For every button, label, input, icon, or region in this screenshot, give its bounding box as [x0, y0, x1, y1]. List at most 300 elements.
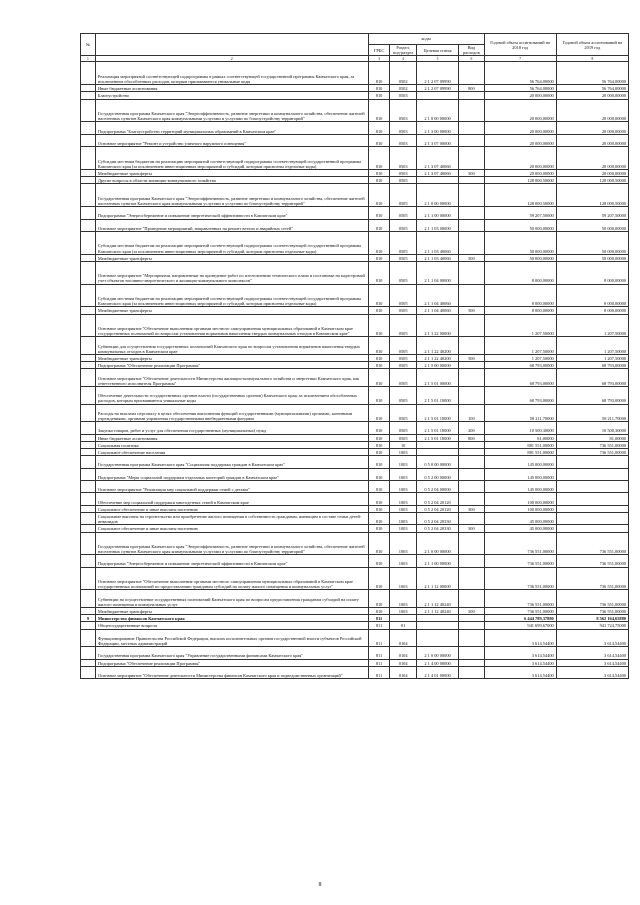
row-razdel: 01	[390, 622, 416, 629]
row-target: 2 1 1 00 00000	[416, 555, 458, 567]
table-row	[81, 608, 629, 615]
row-vid	[459, 666, 484, 678]
budget-table	[80, 33, 629, 679]
table-row	[81, 615, 629, 622]
row-razdel: 1003	[390, 480, 416, 492]
row-vid	[459, 647, 484, 659]
row-amount-2018: 50 000,00000	[484, 231, 556, 254]
table-row	[81, 590, 629, 608]
table-row	[81, 134, 629, 146]
row-number: 9	[81, 615, 96, 622]
row-vid: 800	[459, 434, 484, 441]
row-number	[81, 207, 96, 219]
row-grbs: 810	[368, 387, 390, 405]
row-name: Подпрограмма "Энергосбережение и повышение энергетической эффективности в Камчатском крае"	[95, 555, 368, 567]
row-vid	[459, 284, 484, 307]
row-target: 2 1 1 12 40240	[416, 608, 458, 615]
row-number	[81, 219, 96, 231]
row-vid	[459, 92, 484, 99]
row-number	[81, 567, 96, 590]
row-grbs: 810	[368, 284, 390, 307]
row-number	[81, 231, 96, 254]
row-vid	[459, 369, 484, 387]
row-name: Основное мероприятие "Ремонт и устройство уличного наружного освещения"	[95, 134, 368, 146]
row-amount-2019: 736 551,00000	[556, 448, 628, 455]
row-razdel: 1003	[390, 512, 416, 524]
table-row	[81, 659, 629, 666]
row-amount-2018: 45 000,00000	[484, 525, 556, 532]
row-vid	[459, 622, 484, 629]
row-amount-2018: 8 000,00000	[484, 307, 556, 314]
row-amount-2019	[556, 480, 628, 492]
row-vid: 200	[459, 422, 484, 434]
row-amount-2019: 20 000,00000	[556, 147, 628, 170]
row-amount-2019: 736 551,00000	[556, 555, 628, 567]
row-amount-2019: 128 000,50000	[556, 184, 628, 207]
row-vid	[459, 62, 484, 85]
row-amount-2019: 56 764,00000	[556, 85, 628, 92]
row-razdel: 10	[390, 441, 416, 448]
row-number	[81, 62, 96, 85]
row-amount-2019: 128 000,50000	[556, 177, 628, 184]
row-target	[416, 615, 458, 622]
row-razdel: 0104	[390, 647, 416, 659]
table-row	[81, 169, 629, 176]
row-number	[81, 147, 96, 170]
row-vid: 300	[459, 505, 484, 512]
row-vid	[459, 512, 484, 524]
row-amount-2018: 59 207,50000	[484, 207, 556, 219]
column-index-cell: 1	[81, 56, 96, 62]
table-row	[81, 337, 629, 355]
row-razdel: 1003	[390, 468, 416, 480]
row-razdel: 0503	[390, 122, 416, 134]
row-amount-2019: 50 000,00000	[556, 254, 628, 261]
row-amount-2019: 50 000,00000	[556, 231, 628, 254]
header-2019: Годовой объем ассигнований на 2019 год	[556, 34, 628, 56]
row-grbs: 810	[368, 590, 390, 608]
row-amount-2018: 881 551,00000	[484, 441, 556, 448]
row-amount-2019: 1 207,50000	[556, 355, 628, 362]
row-name: Иные бюджетные ассигнования	[95, 434, 368, 441]
row-name: Подпрограмма "Обеспечение реализации Программы"	[95, 659, 368, 666]
row-amount-2018: 8 000,00000	[484, 261, 556, 284]
row-grbs: 810	[368, 207, 390, 219]
row-amount-2018: 736 551,00000	[484, 608, 556, 615]
row-target: 2 1 0 00 00000	[416, 99, 458, 122]
row-razdel: 0104	[390, 659, 416, 666]
row-grbs: 810	[368, 555, 390, 567]
table-row	[81, 307, 629, 314]
row-razdel: 1003	[390, 493, 416, 505]
row-target: 2 1 5 01 10000	[416, 434, 458, 441]
row-razdel: 1003	[390, 448, 416, 455]
row-name: Министерство финансов Камчатского края	[95, 615, 368, 622]
row-grbs: 810	[368, 184, 390, 207]
header-codes-group: коды	[368, 34, 484, 45]
header-razdel: Раздел, под-раздел	[390, 45, 416, 56]
row-razdel: 0503	[390, 92, 416, 99]
row-target: 0 5 2 00 00000	[416, 468, 458, 480]
row-amount-2019: 20 000,00000	[556, 169, 628, 176]
row-target: 0 5 2 04 20120	[416, 505, 458, 512]
row-number	[81, 387, 96, 405]
row-amount-2018: 3 614,54400	[484, 629, 556, 647]
row-grbs: 811	[368, 666, 390, 678]
table-row	[81, 629, 629, 647]
row-amount-2018: 736 551,00000	[484, 590, 556, 608]
row-target: 2 1 4 00 00000	[416, 659, 458, 666]
row-number	[81, 369, 96, 387]
row-razdel: 0502	[390, 62, 416, 85]
row-grbs: 810	[368, 62, 390, 85]
row-number	[81, 647, 96, 659]
table-row	[81, 493, 629, 505]
table-row	[81, 355, 629, 362]
row-number	[81, 422, 96, 434]
column-index-cell: 4	[390, 56, 416, 62]
row-amount-2018: 56 764,00000	[484, 85, 556, 92]
row-razdel: 0505	[390, 261, 416, 284]
row-amount-2019: 736 551,00000	[556, 590, 628, 608]
row-name: Субсидии местным бюджетам на реализацию мероприятий соответствующей подпрограммы соответствующей государственной программы Камчатского края (за исключением инвестиционных мероприятий и субсидий, которым присвоены отдельные коды)	[95, 284, 368, 307]
row-razdel: 0505	[390, 284, 416, 307]
row-razdel: 1003	[390, 456, 416, 468]
row-name: Основное мероприятие "Обеспечение деятельности Министерства жилищно-коммунального хозяйства и энергетики Камчатского края, как ответственного исполнителя Программы"	[95, 369, 368, 387]
row-target: 2 1 1 22 00000	[416, 314, 458, 337]
row-number	[81, 468, 96, 480]
row-target: 2 1 5 01 10000	[416, 422, 458, 434]
row-vid: 100	[459, 404, 484, 422]
row-amount-2019: 8 562 164,65880	[556, 615, 628, 622]
row-grbs: 810	[368, 532, 390, 555]
row-razdel: 0505	[390, 387, 416, 405]
row-name: Подпрограмма "Обеспечение реализации Программы"	[95, 362, 368, 369]
row-amount-2018: 10 500,30000	[484, 422, 556, 434]
row-amount-2019	[556, 512, 628, 524]
row-target	[416, 448, 458, 455]
row-grbs: 810	[368, 134, 390, 146]
row-target: 2 1 5 01 00000	[416, 369, 458, 387]
row-number	[81, 590, 96, 608]
row-target: 2 1 0 00 00000	[416, 647, 458, 659]
row-vid: 300	[459, 525, 484, 532]
row-name: Подпрограмма "Благоустройство территорий муниципальных образований в Камчатском крае"	[95, 122, 368, 134]
row-razdel: 0505	[390, 337, 416, 355]
row-amount-2018: 736 551,00000	[484, 532, 556, 555]
row-grbs: 810	[368, 480, 390, 492]
row-amount-2019: 3 614,54400	[556, 647, 628, 659]
row-target: 2 1 1 12 40240	[416, 590, 458, 608]
row-amount-2019: 3 614,54400	[556, 659, 628, 666]
row-vid	[459, 231, 484, 254]
row-amount-2019: 59 207,50000	[556, 207, 628, 219]
row-grbs: 810	[368, 404, 390, 422]
table-row	[81, 362, 629, 369]
row-amount-2018: 45 000,00000	[484, 512, 556, 524]
table-row	[81, 456, 629, 468]
column-index-cell: 6	[459, 56, 484, 62]
row-number	[81, 512, 96, 524]
table-row	[81, 254, 629, 261]
row-amount-2019: 736 551,00000	[556, 532, 628, 555]
row-grbs: 810	[368, 337, 390, 355]
table-row	[81, 567, 629, 590]
table-row	[81, 525, 629, 532]
row-razdel: 0505	[390, 207, 416, 219]
row-target: 2 1 1 04 40060	[416, 284, 458, 307]
row-target: 2 1 2 07 09990	[416, 85, 458, 92]
row-name: Субсидии местным бюджетам на реализацию мероприятий соответствующей подпрограммы соответствующей государственной программы Камчатского края (за исключением инвестиционных мероприятий и субсидий, которым присвоены отдельные коды)	[95, 231, 368, 254]
row-grbs: 810	[368, 468, 390, 480]
row-vid	[459, 555, 484, 567]
row-grbs: 810	[368, 261, 390, 284]
row-amount-2019: 56 764,00000	[556, 62, 628, 85]
row-grbs: 811	[368, 659, 390, 666]
row-number	[81, 307, 96, 314]
row-amount-2018: 736 551,00000	[484, 555, 556, 567]
row-grbs: 810	[368, 254, 390, 261]
row-amount-2018: 20 000,00000	[484, 134, 556, 146]
row-amount-2018: 81,00000	[484, 434, 556, 441]
row-amount-2019: 68 793,00000	[556, 387, 628, 405]
row-razdel: 0505	[390, 231, 416, 254]
row-vid	[459, 387, 484, 405]
row-razdel: 1003	[390, 505, 416, 512]
row-name: Межбюджетные трансферты	[95, 608, 368, 615]
row-vid	[459, 448, 484, 455]
row-name: Основное мероприятие "Обеспечение выполнения органами местного самоуправления муниципальных образований в Камчатском крае государственных полномочий по предоставлению гражданам субсидий на оплату жилого помещения и коммунальных услуг"	[95, 567, 368, 590]
header-name	[95, 34, 368, 56]
row-name: Обеспечение мер социальной поддержки многодетных семей в Камчатском крае	[95, 493, 368, 505]
row-vid: 500	[459, 608, 484, 615]
row-name: Подпрограмма "Меры социальной поддержки отдельных категорий граждан в Камчатском крае"	[95, 468, 368, 480]
row-name: Общегосударственные вопросы	[95, 622, 368, 629]
row-amount-2018: 145 000,00000	[484, 456, 556, 468]
row-grbs: 810	[368, 85, 390, 92]
row-vid	[459, 362, 484, 369]
row-grbs: 810	[368, 448, 390, 455]
row-amount-2019	[556, 505, 628, 512]
row-grbs: 810	[368, 169, 390, 176]
table-row	[81, 387, 629, 405]
row-amount-2019: 58 211,70000	[556, 404, 628, 422]
row-vid	[459, 659, 484, 666]
row-razdel: 0505	[390, 422, 416, 434]
row-grbs: 810	[368, 99, 390, 122]
row-name: Основное мероприятие "Обеспечение выполнения органами местного самоуправления муниципальных образований в Камчатском крае государственных полномочий по вопросам установления нормативов накопления твердых коммунальных отходов в Камчатском крае"	[95, 314, 368, 337]
row-name: Другие вопросы в области жилищно-коммунального хозяйства	[95, 177, 368, 184]
row-amount-2019: 10 500,30000	[556, 422, 628, 434]
row-razdel: 0503	[390, 99, 416, 122]
row-number	[81, 184, 96, 207]
row-target	[416, 441, 458, 448]
header-vid: Вид расходов	[459, 45, 484, 56]
row-grbs: 810	[368, 434, 390, 441]
row-number	[81, 456, 96, 468]
row-amount-2019	[556, 456, 628, 468]
column-index-cell: 8	[556, 56, 628, 62]
row-grbs: 810	[368, 355, 390, 362]
row-amount-2019: 20 000,00000	[556, 99, 628, 122]
row-name: Межбюджетные трансферты	[95, 169, 368, 176]
row-name: Межбюджетные трансферты	[95, 355, 368, 362]
row-razdel: 0505	[390, 307, 416, 314]
row-grbs: 810	[368, 441, 390, 448]
row-amount-2018: 68 793,00000	[484, 387, 556, 405]
row-amount-2019	[556, 468, 628, 480]
row-target: 0 5 2 04 00000	[416, 480, 458, 492]
row-target: 0 5 2 04 20120	[416, 493, 458, 505]
row-grbs: 810	[368, 147, 390, 170]
row-grbs: 811	[368, 629, 390, 647]
row-razdel: 0503	[390, 169, 416, 176]
row-target: 2 1 4 01 00000	[416, 666, 458, 678]
row-name: Государственная программа Камчатского края "Энергоэффективность, развитие энергетики и коммунального хозяйства, обеспечение жителей населенных пунктов Камчатского края коммунальными услугами и услугами по благоустройству территорий"	[95, 184, 368, 207]
row-razdel: 0505	[390, 177, 416, 184]
row-vid	[459, 590, 484, 608]
row-amount-2019: 20 000,00000	[556, 134, 628, 146]
row-number	[81, 284, 96, 307]
row-razdel: 0505	[390, 355, 416, 362]
row-amount-2019: 8 000,00000	[556, 261, 628, 284]
row-amount-2018: 1 207,50000	[484, 337, 556, 355]
row-vid	[459, 314, 484, 337]
row-amount-2019: 3 614,54400	[556, 666, 628, 678]
row-amount-2018: 58 211,70000	[484, 404, 556, 422]
row-number	[81, 441, 96, 448]
row-target	[416, 622, 458, 629]
row-vid	[459, 615, 484, 622]
row-vid	[459, 147, 484, 170]
row-name: Государственная программа Камчатского края "Энергоэффективность, развитие энергетики и коммунального хозяйства, обеспечение жителей населенных пунктов Камчатского края коммунальными услугами и услугами по благоустройству территорий"	[95, 99, 368, 122]
row-razdel: 0505	[390, 254, 416, 261]
row-razdel: 0505	[390, 434, 416, 441]
row-vid	[459, 441, 484, 448]
row-amount-2019: 1 207,50000	[556, 337, 628, 355]
row-vid	[459, 177, 484, 184]
row-name: Субсидии местным бюджетам на реализацию мероприятий соответствующей подпрограммы соответствующей государственной программы Камчатского края (за исключением инвестиционных мероприятий и субсидий, которым присвоены отдельные коды)	[95, 147, 368, 170]
row-target: 2 1 3 00 00000	[416, 122, 458, 134]
row-vid	[459, 567, 484, 590]
row-vid: 500	[459, 254, 484, 261]
table-row	[81, 555, 629, 567]
table-row	[81, 666, 629, 678]
row-razdel: 0104	[390, 629, 416, 647]
column-index-cell: 3	[368, 56, 390, 62]
row-amount-2018: 100 000,00000	[484, 505, 556, 512]
row-number	[81, 532, 96, 555]
row-vid	[459, 207, 484, 219]
row-amount-2018: 128 000,50000	[484, 177, 556, 184]
row-amount-2018: 1 207,50000	[484, 355, 556, 362]
row-target: 2 1 1 03 40060	[416, 254, 458, 261]
row-vid	[459, 532, 484, 555]
row-vid: 500	[459, 169, 484, 176]
row-amount-2018: 20 000,00000	[484, 99, 556, 122]
table-row	[81, 512, 629, 524]
column-index-cell: 7	[484, 56, 556, 62]
column-index-cell: 2	[95, 56, 368, 62]
table-row	[81, 622, 629, 629]
row-number	[81, 92, 96, 99]
row-name: Основное мероприятие "Мероприятия, направленные на проведение работ по изготовлению технического плана и постановке на кадастровый учет объектов топливно-энергетического и жилищно-коммунального комплексов"	[95, 261, 368, 284]
table-row	[81, 532, 629, 555]
row-razdel: 0104	[390, 666, 416, 678]
row-amount-2018: 20 000,00000	[484, 147, 556, 170]
row-number	[81, 362, 96, 369]
row-number	[81, 659, 96, 666]
row-number	[81, 608, 96, 615]
row-razdel: 1003	[390, 567, 416, 590]
row-name: Субвенции для осуществления государственных полномочий Камчатского края по вопросам установления нормативов накопления твердых коммунальных отходов в Камчатском крае	[95, 337, 368, 355]
row-razdel: 0505	[390, 184, 416, 207]
row-number	[81, 99, 96, 122]
row-grbs: 811	[368, 647, 390, 659]
row-amount-2018: 50 000,00000	[484, 254, 556, 261]
row-target: 2 1 1 04 40060	[416, 307, 458, 314]
row-number	[81, 622, 96, 629]
table-row	[81, 422, 629, 434]
row-target: 2 1 1 03 00000	[416, 219, 458, 231]
row-number	[81, 169, 96, 176]
row-amount-2019: 50 000,00000	[556, 219, 628, 231]
row-target: 2 1 1 00 00000	[416, 207, 458, 219]
row-name: Основное мероприятие "Обеспечение деятельности Министерства финансов Камчатского края и подведомственных организаций"	[95, 666, 368, 678]
row-number	[81, 85, 96, 92]
column-index-cell: 5	[416, 56, 458, 62]
table-row	[81, 480, 629, 492]
row-vid	[459, 184, 484, 207]
row-name: Социальное обеспечение и иные выплаты населению	[95, 505, 368, 512]
row-target: 2 1 3 07 40060	[416, 147, 458, 170]
row-number	[81, 666, 96, 678]
row-grbs: 810	[368, 231, 390, 254]
row-grbs: 810	[368, 314, 390, 337]
row-amount-2018: 1 207,50000	[484, 314, 556, 337]
row-target: 2 1 2 07 09990	[416, 62, 458, 85]
row-amount-2018: 50 000,00000	[484, 219, 556, 231]
row-amount-2018: 736 551,00000	[484, 567, 556, 590]
row-razdel: 0505	[390, 362, 416, 369]
row-number	[81, 355, 96, 362]
row-razdel: 1003	[390, 555, 416, 567]
row-name: Расходы на выплаты персоналу в целях обеспечения выполнения функций государственными (муниципальными) органами, казенными учреждениями, органами управления государственными внебюджетными фондами	[95, 404, 368, 422]
row-target: 2 1 5 00 00000	[416, 362, 458, 369]
row-number	[81, 314, 96, 337]
row-amount-2018: 56 764,00000	[484, 62, 556, 85]
table-row	[81, 231, 629, 254]
row-target: 2 1 0 00 00000	[416, 532, 458, 555]
row-number	[81, 134, 96, 146]
table-row	[81, 177, 629, 184]
row-number	[81, 254, 96, 261]
row-razdel: 1003	[390, 525, 416, 532]
row-amount-2018: 145 000,00000	[484, 480, 556, 492]
row-razdel: 0505	[390, 219, 416, 231]
row-target: 2 1 1 03 40060	[416, 231, 458, 254]
table-row	[81, 369, 629, 387]
row-number	[81, 493, 96, 505]
row-name: Благоустройство	[95, 92, 368, 99]
row-razdel	[390, 615, 416, 622]
row-amount-2019	[556, 493, 628, 505]
table-row	[81, 468, 629, 480]
row-target: 2 1 1 12 00000	[416, 567, 458, 590]
row-vid	[459, 629, 484, 647]
row-name: Подпрограмма "Энергосбережение и повышение энергетической эффективности в Камчатском крае"	[95, 207, 368, 219]
row-razdel: 0503	[390, 134, 416, 146]
